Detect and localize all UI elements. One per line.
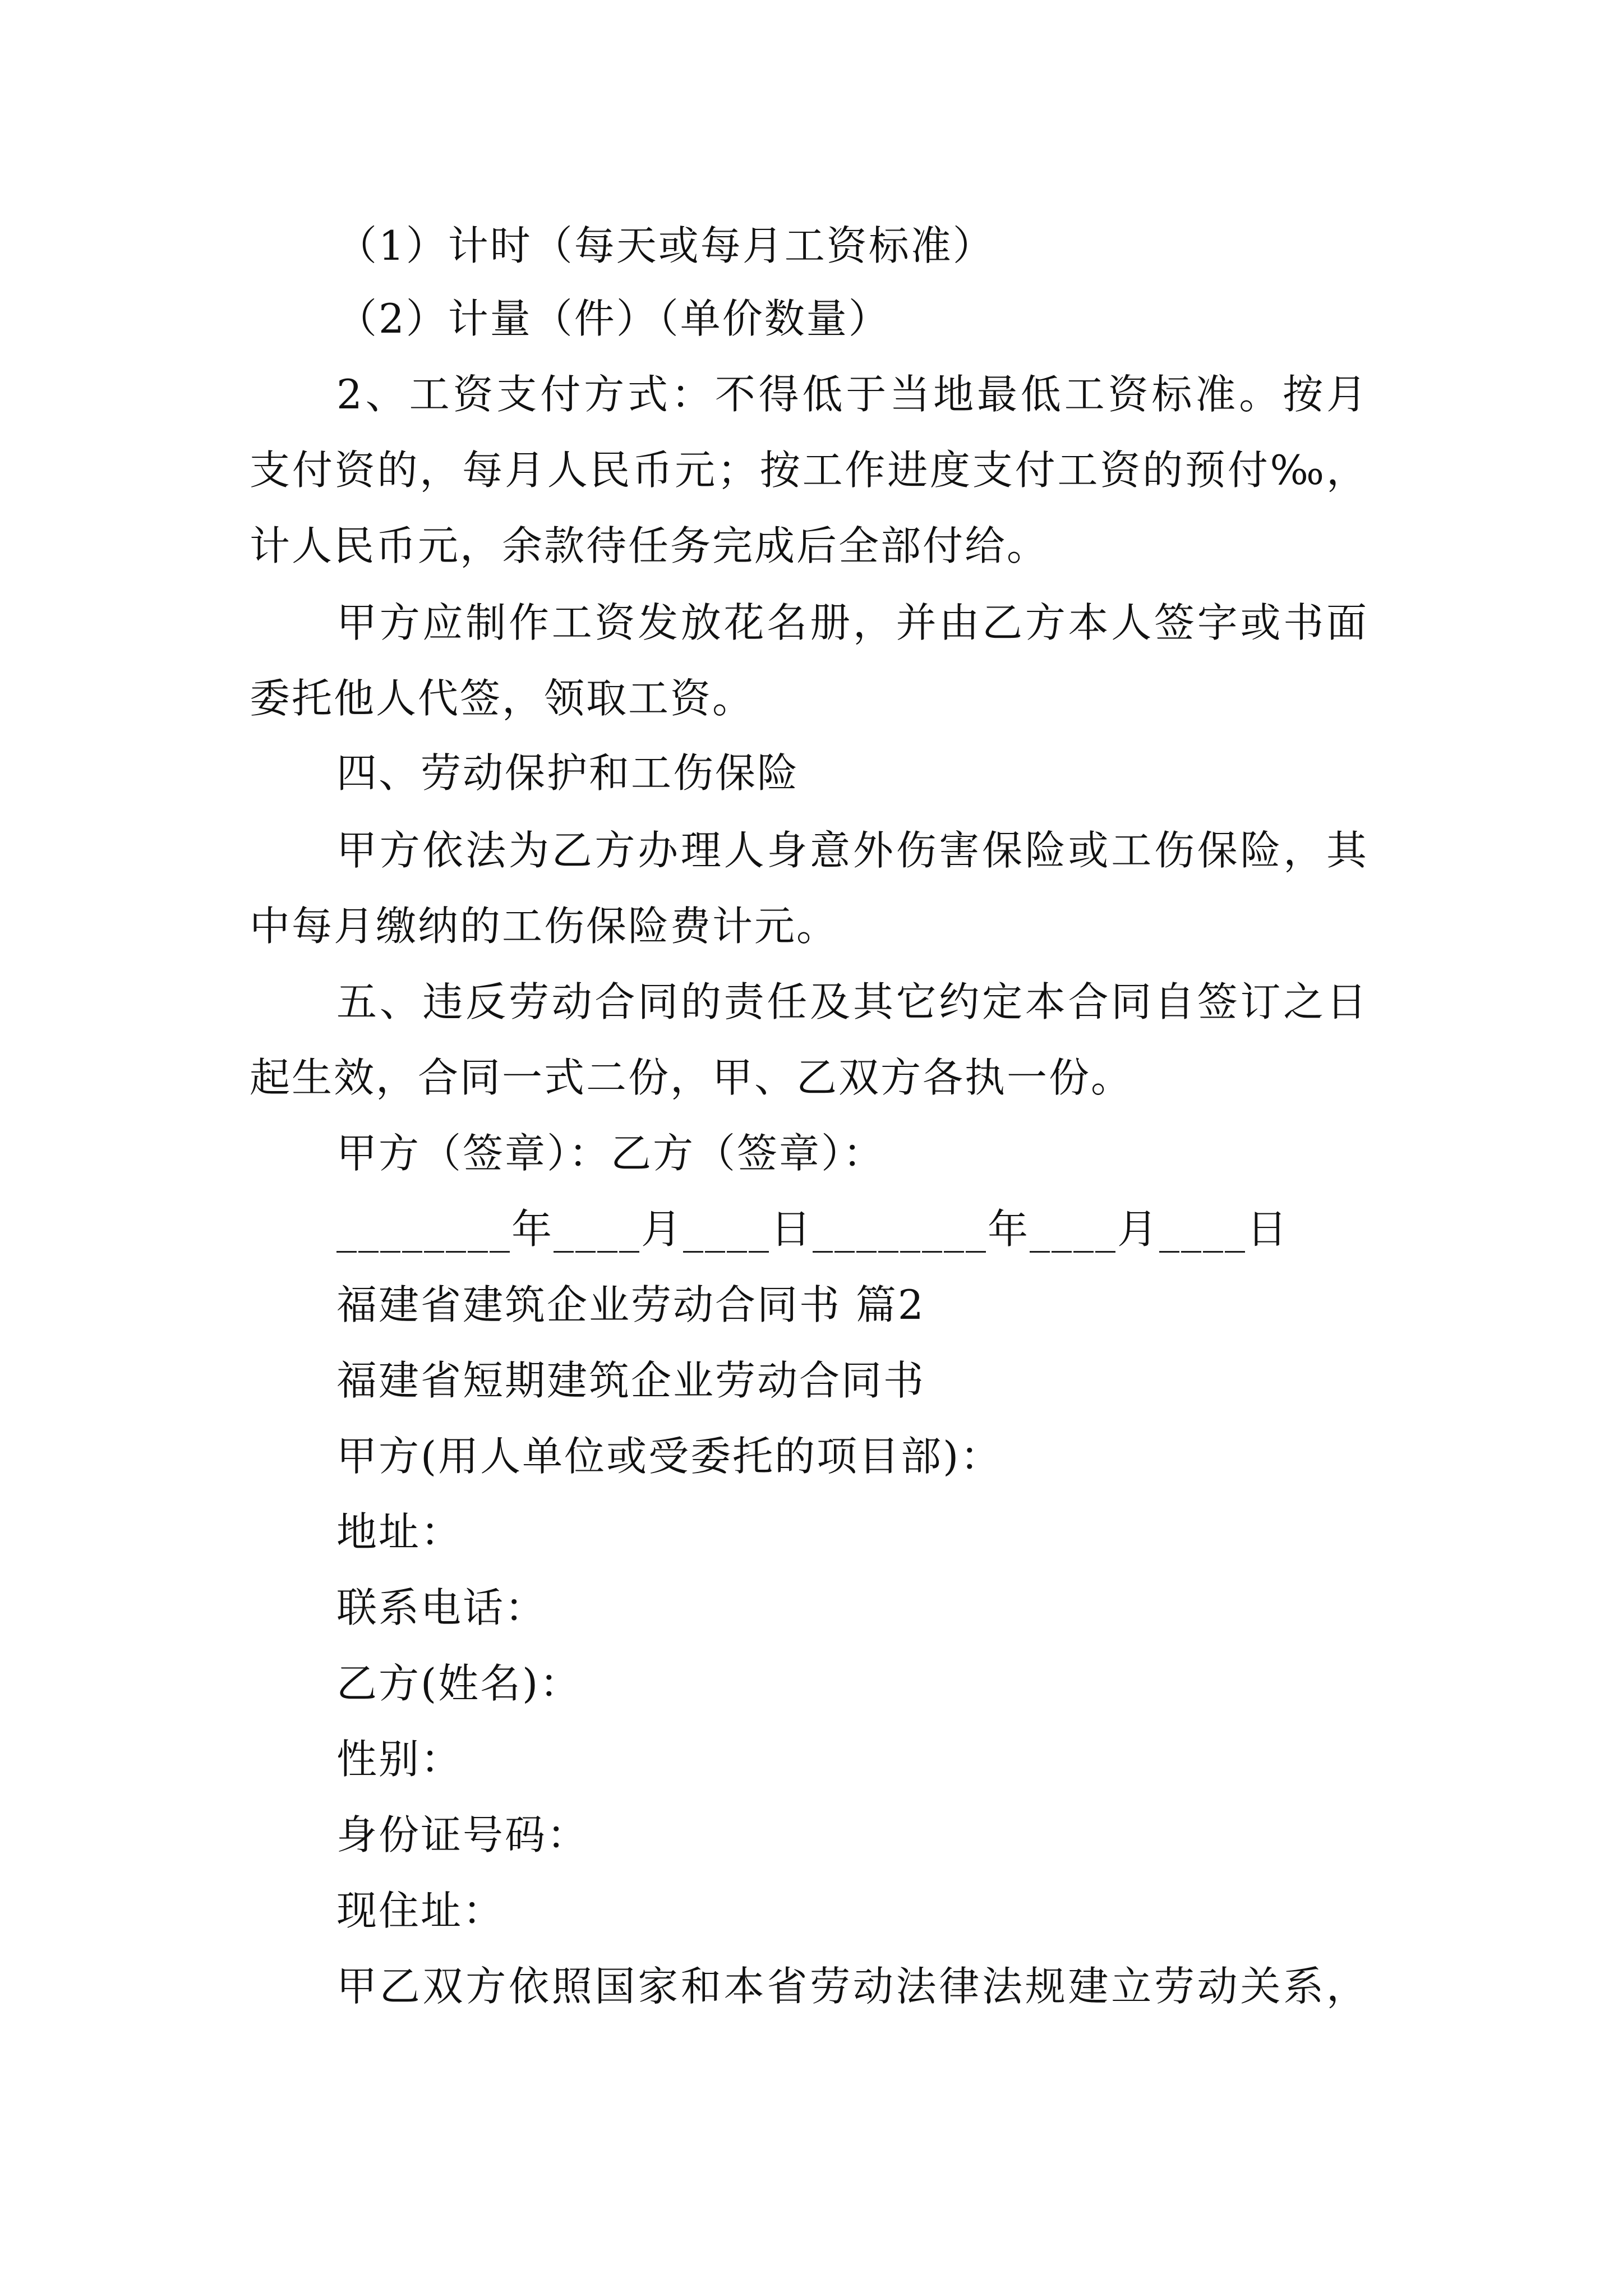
field-party-b-name: 乙方(姓名)： (336, 1660, 582, 1707)
signature-line: 甲方（签章）：乙方（签章）： (336, 1130, 886, 1177)
field-id-number: 身份证号码： (336, 1811, 589, 1858)
text-line-labor-relation: 甲乙双方依照国家和本省劳动法律法规建立劳动关系， (336, 1963, 1368, 2010)
text-line-payroll-register: 甲方应制作工资发放花名册，并由乙方本人签字或书面 (336, 599, 1368, 646)
text-line-wage-hourly: （1）计时（每天或每月工资标准） (336, 222, 995, 269)
section-heading-breach-liability: 五、违反劳动合同的责任及其它约定本合同自签订之日 (336, 978, 1368, 1025)
text-line-insurance: 甲方依法为乙方办理人身意外伤害保险或工伤保险，其 (336, 827, 1368, 874)
field-phone: 联系电话： (336, 1584, 547, 1631)
field-party-a: 甲方(用人单位或受委托的项目部)： (336, 1433, 1003, 1480)
field-gender: 性别： (336, 1736, 463, 1783)
text-line-payment-monthly: 支付资的，每月人民币元；按工作进度支付工资的预付‰， (250, 447, 1368, 494)
field-address: 地址： (336, 1508, 463, 1556)
text-line-wage-piece: （2）计量（件）（单价数量） (336, 295, 891, 342)
text-line-insurance-fee: 中每月缴纳的工伤保险费计元。 (250, 903, 839, 950)
text-line-effective: 起生效，合同一式二份，甲、乙双方各执一份。 (250, 1054, 1133, 1101)
section-heading-labor-protection: 四、劳动保护和工伤保险 (336, 749, 800, 797)
article-title: 福建省建筑企业劳动合同书 篇2 (336, 1281, 925, 1328)
contract-title: 福建省短期建筑企业劳动合同书 (336, 1357, 926, 1404)
text-line-payroll-proxy: 委托他人代签，领取工资。 (250, 675, 755, 722)
field-current-address: 现住址： (336, 1887, 505, 1934)
date-line: ________年____月____日________年____月____日 (336, 1205, 1289, 1253)
text-line-payment-balance: 计人民币元，余款待任务完成后全部付给。 (250, 522, 1049, 569)
text-line-payment-method: 2、工资支付方式：不得低于当地最低工资标准。按月 (336, 371, 1368, 418)
